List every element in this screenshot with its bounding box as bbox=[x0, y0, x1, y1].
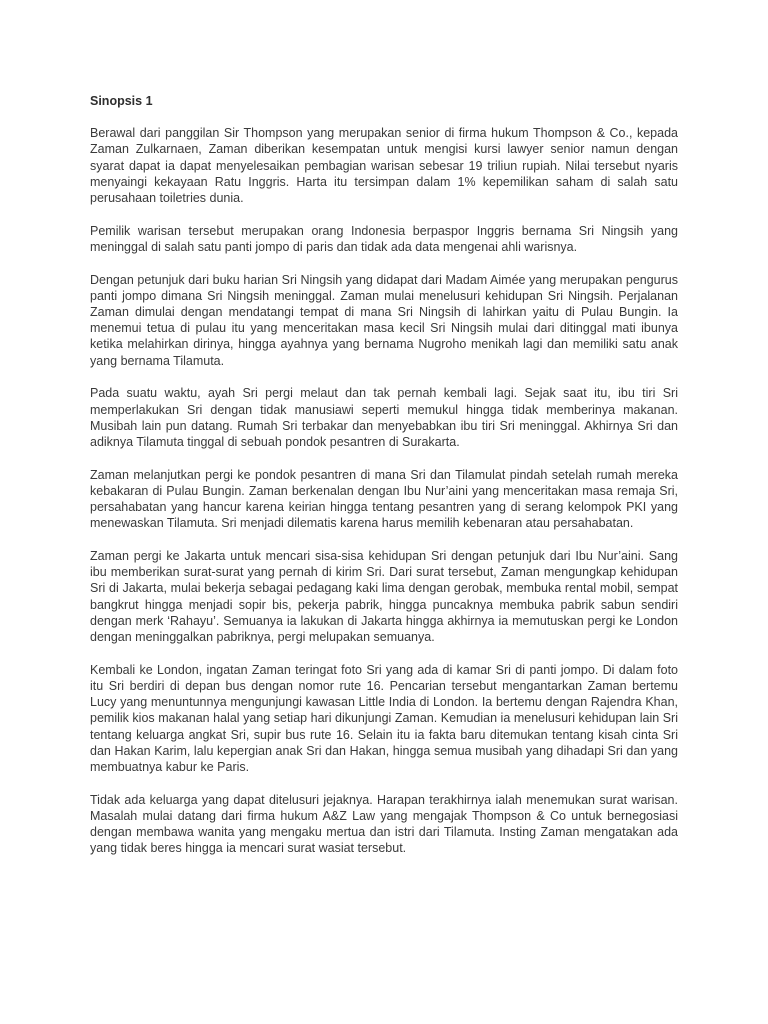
paragraph: Zaman melanjutkan pergi ke pondok pesantren di mana Sri dan Tilamulat pindah setelah rumah mereka kebakaran di Pulau Bungin. Zaman berkenalan dengan Ibu Nur’aini yang menceritakan masa remaja Sri, persahabatan yang hancur karena keirian hingga tentang pesantren yang di serang kelompok PKI yang menewaskan Tilamuta. Sri menjadi dilematis karena harus memilih kebenaran atau persahabatan. bbox=[90, 467, 678, 531]
paragraph: Kembali ke London, ingatan Zaman teringat foto Sri yang ada di kamar Sri di panti jompo. Di dalam foto itu Sri berdiri di depan bus dengan nomor rute 16. Pencarian tersebut mengantarkan Zaman bertemu Lucy yang menuntunnya mengunjungi kawasan Little India di London. Ia bertemu dengan Rajendra Khan, pemilik kios makanan halal yang setiap hari dikunjungi Zaman. Kemudian ia menelusuri kehidupan lain Sri tentang keluarga angkat Sri, supir bus rute 16. Selain itu ia fakta baru ditemukan tentang kisah cinta Sri dan Hakan Karim, lalu kepergian anak Sri dan Hakan, hingga semua musibah yang dihadapi Sri dan yang membuatnya kabur ke Paris. bbox=[90, 662, 678, 774]
paragraph: Pemilik warisan tersebut merupakan orang Indonesia berpaspor Inggris bernama Sri Ningsih yang meninggal di salah satu panti jompo di paris dan tidak ada data mengenai ahli warisnya. bbox=[90, 223, 678, 254]
paragraph: Dengan petunjuk dari buku harian Sri Ningsih yang didapat dari Madam Aimée yang merupakan pengurus panti jompo dimana Sri Ningsih meninggal. Zaman mulai menelusuri kehidupan Sri Ningsih. Perjalanan Zaman dimulai dengan mendatangi tempat di mana Sri Ningsih di lahirkan yaitu di Pulau Bungin. Ia menemui tetua di pulau itu yang menceritakan masa kecil Sri Ningsih mulai dari ditinggal mati ibunya ketika melahirkan dirinya, hingga ayahnya yang bernama Nugroho menikah lagi dan memiliki satu anak yang bernama Tilamuta. bbox=[90, 272, 678, 368]
paragraph: Pada suatu waktu, ayah Sri pergi melaut dan tak pernah kembali lagi. Sejak saat itu, ibu tiri Sri memperlakukan Sri dengan tidak manusiawi seperti memukul hingga tidak memberinya makanan. Musibah lain pun datang. Rumah Sri terbakar dan menyebabkan ibu tiri Sri meninggal. Akhirnya Sri dan adiknya Tilamuta tinggal di sebuah pondok pesantren di Surakarta. bbox=[90, 386, 678, 449]
document-page bbox=[90, 93, 678, 873]
paragraph: Zaman pergi ke Jakarta untuk mencari sisa-sisa kehidupan Sri dengan petunjuk dari Ibu Nur’aini. Sang ibu memberikan surat-surat yang pernah di kirim Sri. Dari surat tersebut, Zaman mengungkap kehidupan Sri di Jakarta, mulai bekerja sebagai pedagang kaki lima dengan gerobak, membuka rental mobil, sempat bangkrut hingga menjadi sopir bis, pekerja pabrik, hingga puncaknya membuka pabrik sabun sendiri dengan merk ‘Rahayu’. Semuanya ia lakukan di Jakarta hingga akhirnya ia memutuskan pergi ke London dengan meninggalkan pabriknya, pergi melupakan semuanya. bbox=[90, 548, 678, 644]
document-title: Sinopsis 1 bbox=[90, 94, 153, 108]
paragraph: Berawal dari panggilan Sir Thompson yang merupakan senior di firma hukum Thompson & Co., kepada Zaman Zulkarnaen, Zaman diberikan kesempatan untuk mengisi kursi lawyer senior namun dengan syarat dapat ia dapat menyelesaikan pembagian warisan sebesar 19 triliun rupiah. Nilai tersebut nyaris menyaingi kekayaan Ratu Inggris. Harta itu tersimpan dalam 1% kepemilikan saham di salah satu perusahaan toiletries dunia. bbox=[90, 126, 678, 206]
paragraph: Tidak ada keluarga yang dapat ditelusuri jejaknya. Harapan terakhirnya ialah menemukan surat warisan. Masalah mulai datang dari firma hukum A&Z Law yang mengajak Thompson & Co untuk bernegosiasi dengan membawa wanita yang mengaku mertua dan istri dari Tilamuta. Insting Zaman mengatakan ada yang tidak beres hingga ia mencari surat wasiat tersebut. bbox=[90, 792, 678, 856]
